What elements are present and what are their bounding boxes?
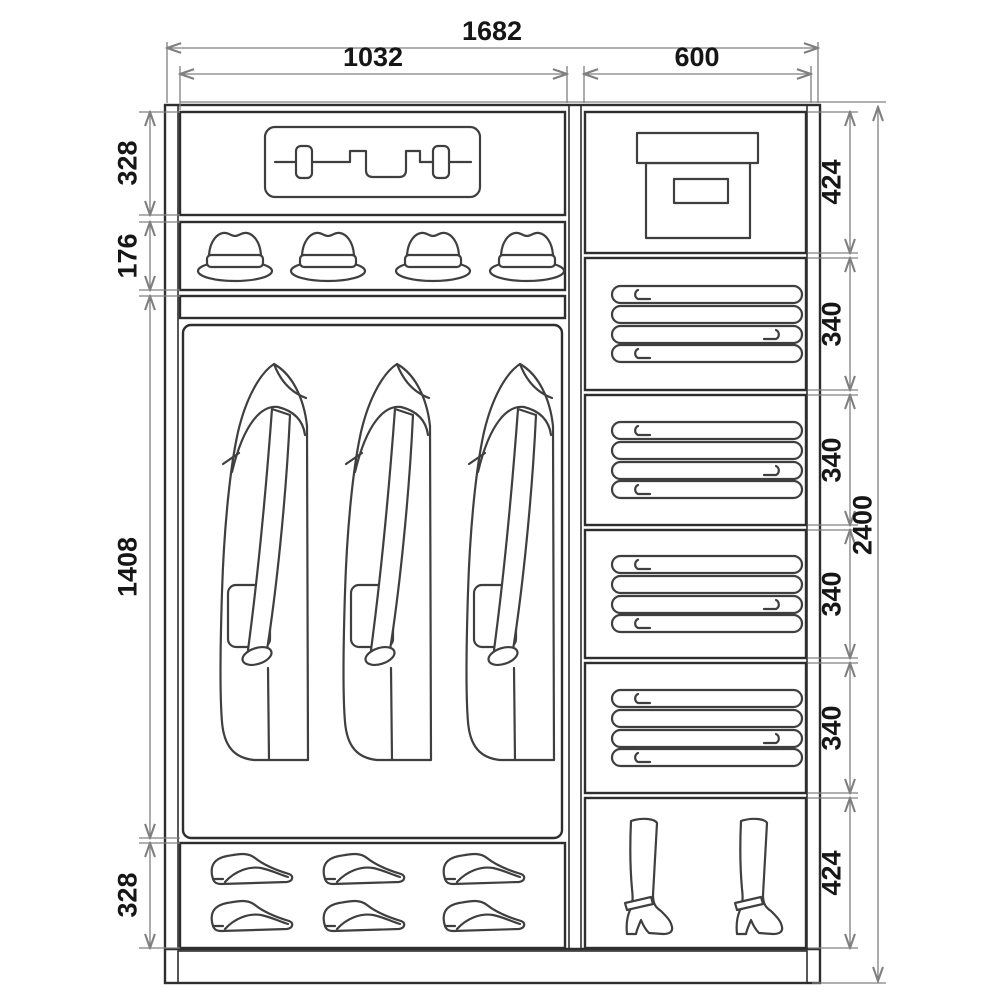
high-boot-icon	[735, 819, 782, 934]
extension-lines-left	[139, 112, 180, 948]
dress-shoe-icon	[444, 901, 525, 931]
extension-lines-overall-width	[167, 42, 818, 103]
dim-label-left-width: 1032	[342, 42, 404, 72]
dim-label-right-424-bottom: 424	[816, 850, 847, 896]
dress-shoe-icon	[444, 854, 525, 884]
dim-label-right-340-4: 340	[816, 705, 847, 751]
dim-label-left-328-top: 328	[112, 140, 143, 186]
hanging-coat-icon	[344, 364, 432, 760]
dim-label-right-width: 600	[674, 42, 720, 72]
dress-shoe-icon	[324, 901, 405, 931]
fedora-hat-icon	[198, 233, 272, 281]
dim-label-right-340-2: 340	[816, 437, 847, 483]
dim-label-overall-width: 1682	[461, 16, 523, 46]
dress-shoe-icon	[212, 901, 293, 931]
hanging-rod-strip	[180, 296, 565, 318]
folded-linen-icon	[612, 690, 802, 766]
dim-label-right-424-top: 424	[816, 159, 847, 205]
hanging-coat-icon	[221, 364, 309, 760]
dim-label-overall-height: 2400	[847, 494, 878, 556]
dress-shoe-icon	[212, 854, 293, 884]
fedora-hat-icon	[490, 233, 564, 281]
dim-label-left-1408: 1408	[112, 536, 143, 598]
extension-lines-section-widths	[180, 66, 811, 110]
right-section	[585, 112, 806, 948]
briefcase-icon	[265, 127, 480, 197]
dim-label-left-176: 176	[112, 233, 143, 279]
storage-box-icon	[637, 133, 758, 238]
folded-linen-icon	[612, 556, 802, 632]
left-section	[180, 112, 565, 948]
folded-linen-icon	[612, 286, 802, 362]
fedora-hat-icon	[396, 233, 470, 281]
dress-shoe-icon	[324, 854, 405, 884]
dim-label-right-340-3: 340	[816, 571, 847, 617]
fedora-hat-icon	[291, 233, 365, 281]
high-boot-icon	[625, 819, 672, 934]
hanging-coat-icon	[467, 364, 555, 760]
plinth	[178, 951, 807, 983]
dim-label-left-328-bottom: 328	[112, 872, 143, 918]
folded-linen-icon	[612, 422, 802, 498]
dim-label-right-340-1: 340	[816, 301, 847, 347]
